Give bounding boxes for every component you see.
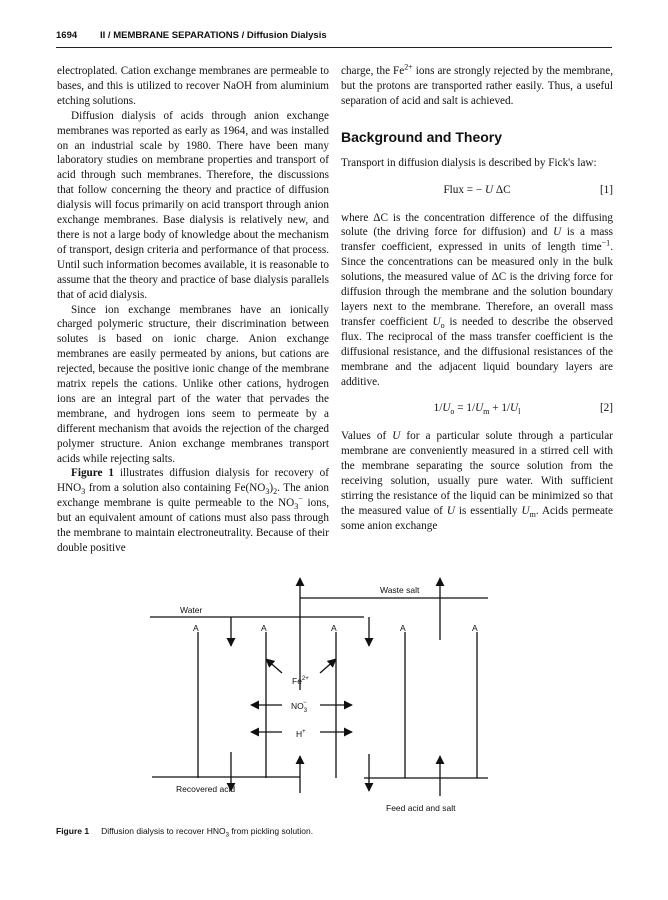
left-paragraph-1: electroplated. Cation exchange membranes are permeable to bases, and this is utilized to recover NaOH from aluminium etching solutions. [57,65,329,107]
right-paragraph-4: Values of U for a particular solute through a particular membrane are conveniently measured in a stirred cell with the membrane separating the source solution from the receiving solution, usually pure water. With sufficient stirring the resistance of the liquid can be minimized so that the measured value of U is essentially $U_m$. Acids permeate some anion exchange [341,430,613,532]
membrane-1-label: A [193,623,199,633]
running-title: II / MEMBRANE SEPARATIONS / Diffusion Dialysis [100,30,327,41]
left-paragraph-3: Since ion exchange membranes have an ionically charged polymeric structure, their discrimination between solutes is based on ionic charge. Anion exchange membranes are easily permeated by anions, but cations are rejected, because the positive ionic change of the membrane matrix repels the cations. Unlike other cations, hydrogen ions are an integral part of the water that pervades the membrane, and hydrogen ions seem to permeate by a different mechanism that avoids the rejection of the charged polymer structure. Anion exchange membranes transport acids while rejecting salts. [57,303,329,465]
water-label: Water [180,605,203,615]
no3-ion-label: $NO_3-$ [291,700,308,714]
left-paragraph-2: Diffusion dialysis of acids through anion exchange membranes was reported as early as 1964, and was installed on an industrial scale by 1980. There have been many laboratory studies on membrane properties and transport of acid through such membranes. Therefore, the discussions that follow concerning the theory and practice of diffusion dialysis will focus primarily on acid transport through anion exchange membranes. Base dialysis is relatively new, and there is not a large body of knowledge about the mechanism of transport, design criteria and performance of that process. Until such information becomes available, it is reasonable to assume that the theory and practice of base dialysis parallels that of acid dialysis. [57,109,329,301]
waste-salt-label: Waste salt [380,585,420,595]
figure-caption-label: Figure 1 [56,826,90,836]
feed-label: Feed acid and salt [386,803,456,813]
left-paragraph-4: Figure 1 illustrates diffusion dialysis for recovery of $HNO_3$ from a solution also containing $Fe(NO_3)_2$. The anion exchange membrane is quite permeable to the $NO_3^-$ ions, but an equivalent amount of cations must also pass through the membrane to maintain electroneutrality. Because of their double positive [57,467,329,554]
equation-2-expression: $1/U_o = 1/U_m + 1/U_l$ [433,402,521,417]
fe-rejected-arrow-left [266,659,282,673]
recovered-acid-label: Recovered acid [176,784,236,794]
fe-ion-label: $Fe^{2+}$ [292,676,309,686]
figure-reference[interactable]: Figure 1 [71,467,115,480]
right-paragraph-3: where ΔC is the concentration difference of the diffusing solute (the driving force for diffusion) and U is a mass transfer coefficient, expressed in units of length time$^{-1}$. Since the concentrations can be measured only in the bulk solutions, the measured value of ΔC is the driving force for diffusion through the membrane and the solution boundary layers next to the membrane. Therefore, an overall mass transfer coefficient $U_o$ is needed to describe the observed flux. The reciprocal of the mass transfer coefficient is the diffusional resistance, and the diffusional resistances of the membrane and the adjacent liquid boundary layers are additive. [341,211,613,388]
equation-2-number: [2] [599,402,613,415]
equation-1-number: [1] [599,183,613,196]
fe-rejected-arrow-right [320,659,336,673]
right-paragraph-2: Transport in diffusion dialysis is described by Fick's law: [341,156,597,169]
h-ion-label: H+ [296,729,306,739]
page-number: 1694 [56,30,78,41]
membrane-2-label: A [261,623,267,633]
membrane-5-label: A [472,623,478,633]
equation-1-expression: Flux = − U ΔC [443,183,511,196]
right-paragraph-1: charge, the $Fe^{2+}$ ions are strongly rejected by the membrane, but the protons are transported rather easily. Thus, a useful separation of acid and salt is achieved. [341,62,613,107]
section-heading: Background and Theory [341,128,503,145]
membrane-3-label: A [331,623,337,633]
membrane-4-label: A [400,623,406,633]
figure-caption: Figure 1 Diffusion dialysis to recover $HNO_3$ from pickling solution. [56,826,314,839]
